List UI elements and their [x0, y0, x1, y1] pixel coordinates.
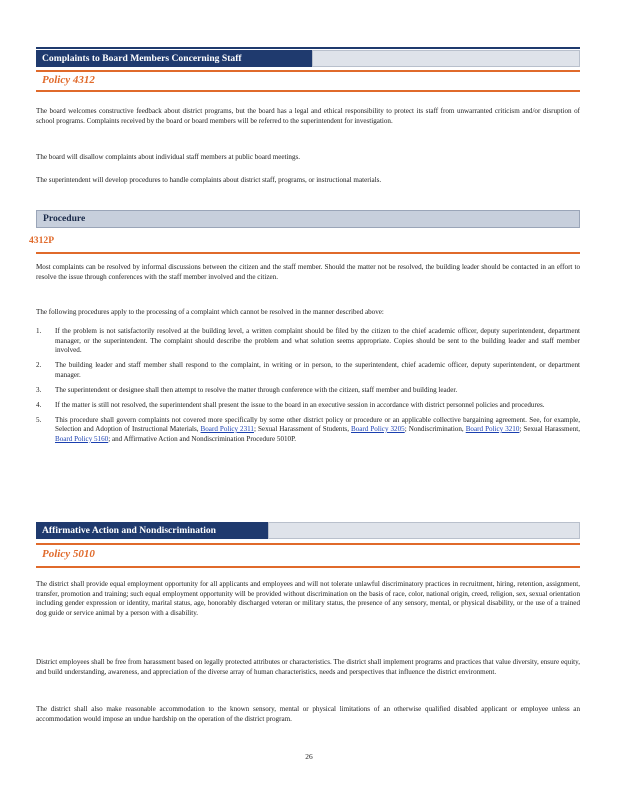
section-title-affirmative-action: Affirmative Action and Nondiscrimination	[36, 522, 268, 539]
list-item: 2. The building leader and staff member shall respond to the complaint, in writing or in person, to the superintendent, chief academic officer, deputy superintendent, or department manager.	[36, 361, 580, 379]
section-rule	[36, 70, 580, 72]
procedure-rule	[36, 252, 580, 254]
link-board-policy-3210[interactable]: Board Policy 3210	[465, 425, 520, 433]
page-number: 26	[305, 752, 313, 761]
list-item-text: This procedure shall govern complaints not covered more specifically by some other district policy or procedure or an applicable collective bargaining agreement. See, for example, Selection and Adoption of Instructional Materials, Board Policy 2311; Sexual Harassment of Students, Board Policy 3205; Nondiscrimination, Board Policy 3210; Sexual Harassment, Board Policy 5160; and Affirmative Action and Nondiscrimination Procedure 5010P.	[55, 415, 580, 443]
link-board-policy-3205[interactable]: Board Policy 3205	[351, 425, 405, 433]
list-item: 5. This procedure shall govern complaints not covered more specifically by some other district policy or procedure or an applicable collective bargaining agreement. See, for example, Selection and Adoption of Instructional Materials, Board Policy 2311; Sexual Harassment of Students, Board Policy 3205; Nondiscrimination, Board Policy 3210; Sexual Harassment, Board Policy 5160; and Affirmative Action and Nondiscrimination Procedure 5010P.	[36, 415, 580, 443]
procedure-header: Procedure	[36, 210, 580, 228]
list-item: 4. If the matter is still not resolved, the superintendent shall present the issue to the board in an executive session in accordance with district personnel policies and procedures.	[36, 400, 545, 409]
section-rule	[36, 543, 580, 545]
procedure-lead: The following procedures apply to the processing of a complaint which cannot be resolved in the manner described above:	[36, 308, 384, 316]
policy-label-4312: Policy 4312	[42, 74, 95, 86]
section-title-bar-extension	[268, 522, 580, 539]
paragraph: The board welcomes constructive feedback about district programs, but the board has a legal and ethical responsibility to protect its staff from unwarranted criticism and/or disruption of school programs. Complaints received by the board or board members will be referred to the superintendent for investigation.	[36, 107, 580, 125]
policy-rule	[36, 90, 580, 92]
list-item-text: The superintendent or designee shall then attempt to resolve the matter through conference with the citizen, staff member and building leader.	[55, 385, 458, 394]
paragraph: District employees shall be free from harassment based on legally protected attributes or characteristics. The district shall implement programs and practices that value diversity, ensure equity, and build understanding, awareness, and appreciation of the diverse array of human characteristics, needs and perspectives that influence the district environment.	[36, 658, 580, 676]
list-item: 3. The superintendent or designee shall then attempt to resolve the matter through conference with the citizen, staff member and building leader.	[36, 385, 458, 394]
paragraph: The superintendent will develop procedures to handle complaints about district staff, programs, or instructional materials.	[36, 176, 382, 184]
list-item: 1. If the problem is not satisfactorily resolved at the building level, a written complaint should be filed by the citizen to the chief academic officer, deputy superintendent, department manager, or the superintendent. The complaint should describe the problem and what solution seems appropriate. Copies should be sent to the building leader and staff member involved.	[36, 327, 580, 354]
procedure-list	[36, 327, 580, 450]
procedure-code: 4312P	[29, 235, 55, 246]
list-item-text: If the problem is not satisfactorily resolved at the building level, a written complaint should be filed by the citizen to the chief academic officer, deputy superintendent, department manager, or the superintendent. The complaint should describe the problem and what solution seems appropriate. Copies should be sent to the building leader and staff member involved.	[55, 327, 580, 354]
header-rule	[36, 47, 580, 49]
list-item-text: If the matter is still not resolved, the superintendent shall present the issue to the board in an executive session in accordance with district personnel policies and procedures.	[55, 400, 545, 409]
paragraph: The district shall also make reasonable accommodation to the known sensory, mental or physical limitations of an otherwise qualified disabled applicant or employee unless an accommodation would impose an undue hardship on the operation of the district program.	[36, 705, 580, 723]
procedure-intro: Most complaints can be resolved by informal discussions between the citizen and the staff member. Should the matter not be resolved, the building leader should be contacted in an effort to resolve the issue through conferences with the staff member involved and the citizen.	[36, 263, 580, 281]
section-title-complaints: Complaints to Board Members Concerning Staff	[36, 50, 312, 67]
section-title-bar-extension	[312, 50, 580, 67]
paragraph: The board will disallow complaints about individual staff members at public board meetings.	[36, 153, 301, 161]
paragraph: The district shall provide equal employment opportunity for all applicants and employees and will not tolerate unlawful discriminatory practices in recruitment, hiring, retention, assignment, transfer, promotion and training; such equal employment opportunity will be provided without discrimination on the basis of race, color, national origin, creed, religion, sex, sexual orientation including gender expression or identity, marital status, age, honorably discharged veteran or military status, the presence of any sensory, mental, or physical disability, or the use of a trained dog guide or service animal by a person with a disability.	[36, 580, 580, 617]
policy-rule	[36, 566, 580, 568]
link-board-policy-2311[interactable]: Board Policy 2311	[200, 425, 254, 433]
link-board-policy-5160[interactable]: Board Policy 5160	[55, 434, 109, 443]
list-item-text: The building leader and staff member shall respond to the complaint, in writing or in person, to the superintendent, chief academic officer, deputy superintendent, or department manager.	[55, 361, 580, 379]
policy-label-5010: Policy 5010	[42, 548, 95, 560]
